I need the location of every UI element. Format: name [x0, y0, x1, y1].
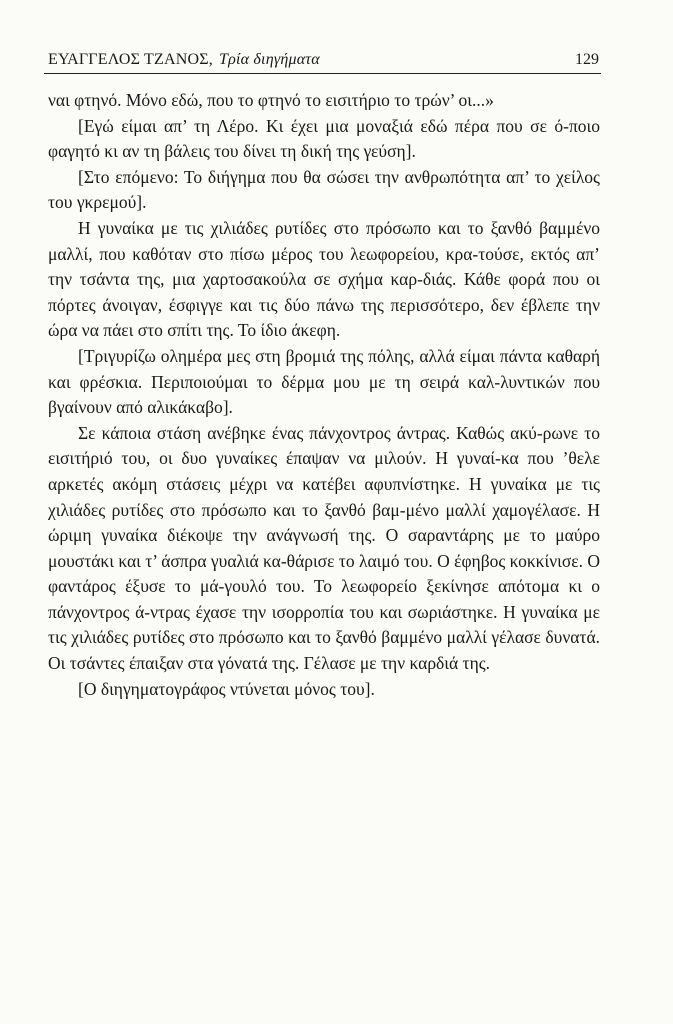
paragraph: Σε κάποια στάση ανέβηκε ένας πάνχοντρος άντρας. Καθώς ακύ-ρωνε το εισιτήριό του, οι δυο γυναίκες έπαψαν να μιλούν. Η γυναί-κα που ’θελε αρκετές ακόμη στάσεις μέχρι να κατέβει αφυπνίστηκε. Η γυναίκα με τις χιλιάδες ρυτίδες στο πρόσωπο και το ξανθό βαμ-μένο μαλλί χαμογέλασε. Η ώριμη γυναίκα διέκοψε την ανάγνωσή της. Ο σαραντάρης με το μαύρο μουστάκι και τ’ άσπρα γυαλιά κα-θάρισε το λαιμό του. Ο έφηβος κοκκίνισε. Ο φαντάρος έξυσε το μά-γουλό του. Το λεωφορείο ξεκίνησε απότομα κι ο πάνχοντρος ά-ντρας έχασε την ισορροπία του και σωριάστηκε. Η γυναίκα με τις χιλιάδες ρυτίδες στο πρόσωπο και το ξανθό βαμμένο μαλλί γέλασε δυνατά. Οι τσάντες έπαιξαν στα γόνατά της. Γέλασε με την καρδιά της. — [48, 422, 600, 674]
author-name: ΕΥΑΓΓΕΛΟΣ ΤΖΑΝΟΣ, — [48, 51, 213, 68]
paragraph: [Ο διηγηματογράφος ντύνεται μόνος του]. — [78, 678, 375, 699]
paragraph: [Τριγυρίζω ολημέρα μες στη βρομιά της πόλης, αλλά είμαι πάντα καθαρή και φρέσκια. Περιποιούμαι το δέρμα μου με τη σειρά καλ-λυντικών που βγαίνουν από αλικάκαβο]. — [48, 345, 600, 418]
body-text — [48, 88, 600, 702]
paragraph: [Στο επόμενο: Το διήγημα που θα σώσει την ανθρωπότητα απ’ το χείλος του γκρεμού]. — [48, 166, 600, 213]
paragraph: Η γυναίκα με τις χιλιάδες ρυτίδες στο πρόσωπο και το ξανθό βαμμένο μαλλί, που καθόταν στο πίσω μέρος του λεωφορείου, κρα-τούσε, εκτός απ’ την τσάντα της, μια χαρτοσακούλα σε σχήμα καρ-διάς. Κάθε φορά που οι πόρτες άνοιγαν, έσφιγγε και τις δύο πάνω της περισσότερο, δεν έβλεπε την ώρα να πάει στο σπίτι της. Το ίδιο άκεφη. — [48, 217, 600, 341]
running-header-author — [48, 51, 320, 69]
book-title: Τρία διηγήματα — [218, 51, 320, 68]
paragraph: ναι φτηνό. Μόνο εδώ, που το φτηνό το εισιτήριο το τρών’ οι...» — [48, 90, 494, 110]
page-number: 129 — [575, 51, 599, 68]
paragraph: [Εγώ είμαι απ’ τη Λέρο. Κι έχει μια μοναξιά εδώ πέρα που σε ό-ποιο φαγητό κι αν τη βάλεις του δίνει τη δική της γεύση]. — [48, 115, 600, 162]
running-header — [44, 47, 601, 74]
